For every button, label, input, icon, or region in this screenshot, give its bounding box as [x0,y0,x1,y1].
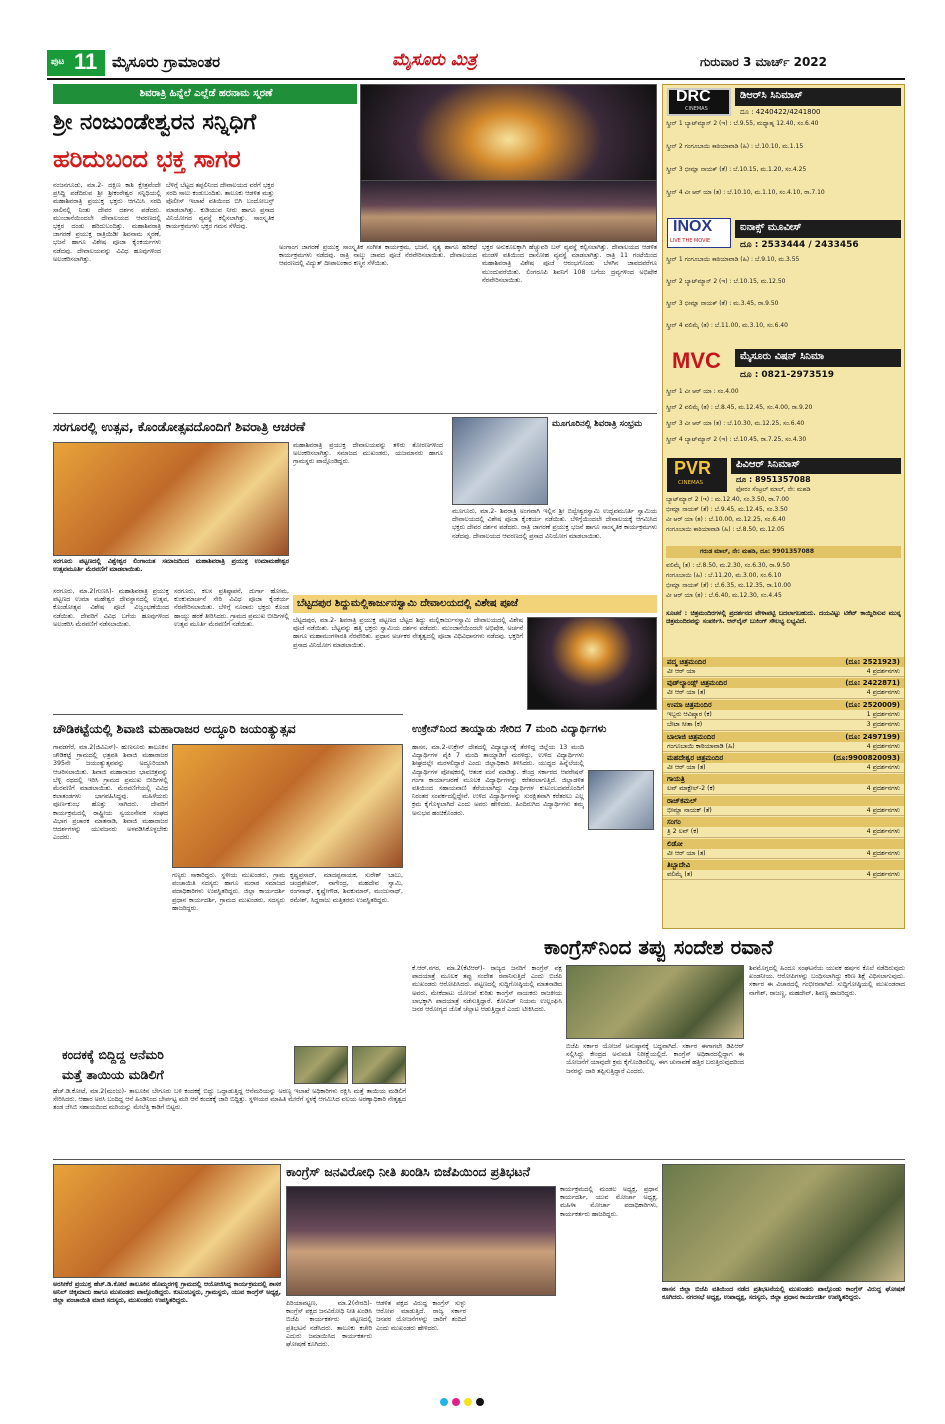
magenta-mark [452,1398,460,1406]
paper-name: ಮೈಸೂರು ಮಿತ್ರ [392,50,477,70]
pvr-row: ಬ್ಯಾಟ್‌ಮ್ಯಾನ್ 2 (ಇ) : ಮ.12.40, ಸಂ.3.50, ರಾ.7.00 [666,496,789,503]
press-meet-photo [566,965,744,1039]
pvr-row2: ವೀ ಆರ್ ಯಾ (ತ) : ಬೆ.6.40, ಮ.12.30, ಸಂ.4.45 [666,592,782,599]
bjp-body-1: ಪಿರಿಯಾಪಟ್ಟಣ, ಮಾ.2(ನೇರದಿ)- ಕಾಂಗ್ರೆಸ್ ಪಕ್ಷದ ಜನವಿರೋಧಿ ನೀತಿ ಖಂಡಿಸಿ ಬಿಜೆಪಿ ಕಾರ್ಯಕರ್ತರು ಪಟ್ಟಣದಲ್ಲಿ ಪ್ರತಿಭಟನೆ ನಡೆಸಿದರು. ತಾಲೂಕು ಕಚೇರಿ ಎದುರು ಜಮಾಯಿಸಿದ ಕಾರ್ಯಕರ್ತರು ಘೋಷಣೆ ಕೂಗಿದರು. [286,1300,372,1349]
theatre-name: ಲಿಡೋ [667,839,683,848]
utsava-headline: ಸರಗೂರಲ್ಲಿ ಉತ್ಸವ, ಕೊಂಡೋತ್ಸವದೊಂದಿಗೆ ಶಿವರಾತ್ರಿ ಆಚರಣೆ [53,419,306,434]
lingam-decoration-photo [452,417,548,505]
mvc-row: ಸ್ಕ್ರೀನ್ 4 ಬ್ಯಾಟ್‌ಮ್ಯಾನ್ 2 (ಇ) : ಬೆ.10.45, ರಾ.7.25, ಸಂ.4.30 [666,436,807,443]
inox-row: ಸ್ಕ್ರೀನ್ 4 ವಲಿಮೈ (ತ) : ಬೆ.11.00, ಮ.3.10, ಸಂ.6.40 [666,322,788,329]
congress-body-2: ಬಿಜೆಪಿ ಸರ್ಕಾರ ಯೋಜನೆ ಅನುಷ್ಠಾನಕ್ಕೆ ಬದ್ಧವಾಗಿದೆ. ಸರ್ಕಾರ ಈಗಾಗಲೇ ಡಿಪಿಆರ್ ಸಲ್ಲಿಸಿದ್ದು ಕೇಂದ್ರದ ಅನುಮತಿ ನಿರೀಕ್ಷೆಯಲ್ಲಿದೆ. ಕಾಂಗ್ರೆಸ್ ಅಧಿಕಾರದಲ್ಲಿದ್ದಾಗ ಈ ಯೋಜನೆಗೆ ಯಾವುದೇ ಕ್ರಮ ಕೈಗೊಂಡಿರಲಿಲ್ಲ. ಈಗ ಚುನಾವಣೆ ಹತ್ತಿರ ಬರುತ್ತಿರುವುದರಿಂದ ಜನರನ್ನು ದಾರಿ ತಪ್ಪಿಸುತ್ತಿದ್ದಾರೆ ಎಂದರು. [566,1043,744,1075]
cinema-note: ಸೂಚನೆ : ಚಿತ್ರಮಂದಿರಗಳಲ್ಲಿ ಪ್ರದರ್ಶನದ ವೇಳಾಪಟ್ಟಿ ಬದಲಾಗಬಹುದು. ದಯವಿಟ್ಟು ಟಿಕೆಟ್ ಕಾಯ್ದಿರಿಸುವ ಮುನ್ನ ಚಿತ್ರಮಂದಿರವನ್ನು ಸಂಪರ್ಕಿಸಿ. ಆನ್‌ಲೈನ್ ಬುಕಿಂಗ್ ಸೌಲಭ್ಯ ಲಭ್ಯವಿದೆ. [666,610,901,626]
theatre-name-row [663,796,904,806]
film-title: ವೀ ಆರ್ ಯಾ (ತ) [667,689,706,697]
theatre-show-row [663,742,904,752]
congress-body-3: ಶಿವಮೊಗ್ಗದಲ್ಲಿ ಹಿಂದೂ ಸಂಘಟನೆಯ ಯುವಕ ಹರ್ಷನ ಕೊಲೆ ನಡೆದಿರುವುದು ಖಂಡನೀಯ. ಆರೋಪಿಗಳನ್ನು ಬಂಧಿಸಲಾಗಿದ್ದು ಕಠಿಣ ಶಿಕ್ಷೆ ವಿಧಿಸಲಾಗುವುದು. ಸರ್ಕಾರ ಈ ವಿಚಾರದಲ್ಲಿ ಗಂಭೀರವಾಗಿದೆ. ಸುದ್ದಿಗೋಷ್ಠಿಯಲ್ಲಿ ಮುಖಂಡರಾದ ನಾಗೇಶ್, ರಾಜಣ್ಣ, ಮಹದೇವ್, ಶಿವಣ್ಣ ಹಾಜರಿದ್ದರು. [749,965,905,997]
section-name: ಮೈಸೂರು ಗ್ರಾಮಾಂತರ [112,53,221,71]
lead-kicker: ಶಿವರಾತ್ರಿ ಹಿನ್ನೆಲೆ ಎಲ್ಲೆಡೆ ಹರನಾಮ ಸ್ಮರಣೆ [139,88,273,99]
theatre-name-row [663,753,904,763]
mvc-phone: ದೂ : 0821-2973519 [740,370,835,380]
mvc-title: ಮೈಸೂರು ವಿಷನ್ ಸಿನಿಮಾ [740,351,825,362]
kandaka-headline-1: ಕಂದಕಕ್ಕೆ ಬಿದ್ದಿದ್ದ ಆನೆಮರಿ [62,1047,164,1062]
film-title: ಬೇಟಾ ಸೀತಾ (ಕ) [667,721,703,729]
theatre-name: ರಾಜ್‌ಕಮಲ್ [667,796,697,805]
pvr-logo: PVR [674,458,712,478]
masthead-rule [47,78,905,80]
film-title: ಲವ್ ಮಾಕ್ಟೇಲ್-2 (ಕ) [667,785,715,793]
inox-title: ಐನಾಕ್ಸ್ ಮೂವೀಸ್ [740,222,802,233]
inox-row: ಸ್ಕ್ರೀನ್ 2 ಬ್ಯಾಟ್‌ಮ್ಯಾನ್ 2 (ಇ) : ಬೆ.10.15, ಮ.12.50 [666,278,786,285]
inox-row: ಸ್ಕ್ರೀನ್ 3 ಭೀಮ್ಲಾ ನಾಯಕ್ (ತೆ) : ಮ.3.45, ರಾ.9.50 [666,300,779,307]
utsava-body-1: ಸರಗೂರು, ಮಾ.2(ಗುಣಸಿ)- ಮಹಾಶಿವರಾತ್ರಿ ಪ್ರಯುಕ್ತ ಪಟ್ಟಣದ ಉಮಾ ಮಹೇಶ್ವರ ದೇವಸ್ಥಾನದಲ್ಲಿ ಉತ್ಸವ, ಕೊಂಡೋತ್ಸವ ವಿಶೇಷ ಪೂಜೆ ವಿಜೃಂಭಣೆಯಿಂದ ನಡೆಯಿತು. ದೇವರಿಗೆ ವಿವಿಧ ಬಗೆಯ ಹೂವುಗಳಿಂದ ಅಲಂಕರಿಸಿ ಮೆರವಣಿಗೆ ನಡೆಸಲಾಯಿತು. [53,588,169,628]
show-count: 4 ಪ್ರದರ್ಶನಗಳು [866,689,900,697]
theatre-name: ಗಾಯತ್ರಿ [667,775,685,784]
show-count: 3 ಪ್ರದರ್ಶನಗಳು [866,721,900,729]
theatre-show-row [663,806,904,816]
register-marks [440,1398,530,1408]
theatre-name-row [663,774,904,784]
black-mark [476,1398,484,1406]
lead-headline-2: ಹರಿದುಬಂದ ಭಕ್ತ ಸಾಗರ [53,145,241,173]
theatre-name: ಉಮಾ ಚಿತ್ರಮಂದಿರ [667,700,712,709]
lead-body-col3: ಅಂಗಾಂಗ ಜಾಗರಣೆ ಪ್ರಯುಕ್ತ ಸಾಂಸ್ಕೃತಿಕ ಸಂಗೀತ ಕಾರ್ಯಕ್ರಮ, ಭಜನೆ, ನೃತ್ಯ ಹಾಗೂ ಹರಿಕಥೆ ಕಾರ್ಯಕ್ರಮಗಳು ನಡೆದವು. ರಾತ್ರಿ ನಾಲ್ಕು ಜಾವದ ಪೂಜೆ ನೆರವೇರಿಸಲಾಯಿತು. ದೇವಾಲಯದ ಆವರಣದಲ್ಲಿ ವಿದ್ಯುತ್ ದೀಪಾಲಂಕಾರ ಕಣ್ಮನ ಸೆಳೆಯಿತು. [279,244,477,268]
drc-row: ಸ್ಕ್ರೀನ್ 4 ವೀ ಆರ್ ಯಾ (ತ) : ಬೆ.10.10, ಮ.1.10, ಸಂ.4.10, ರಾ.7.10 [666,189,825,196]
official-portrait-photo [588,770,654,830]
show-count: 4 ಪ್ರದರ್ಶನಗಳು [866,871,900,879]
lead-body-col1: ನಂಜನಗೂಡು, ಮಾ.2- ದಕ್ಷಿಣ ಕಾಶಿ ಕ್ಷೇತ್ರವೆಂದೇ ಪ್ರಸಿದ್ಧಿ ಪಡೆದಿರುವ ಶ್ರೀ ಶ್ರೀಕಂಠೇಶ್ವರ ಸನ್ನಿಧಿಯಲ್ಲಿ ಮಹಾಶಿವರಾತ್ರಿ ಪ್ರಯುಕ್ತ ಭಕ್ತರು ಆಗಮಿಸಿ ಸರದಿ ಸಾಲಿನಲ್ಲಿ ನಿಂತು ದೇವರ ದರ್ಶನ ಪಡೆದರು. ಮುಂಜಾನೆಯಿಂದಲೇ ದೇವಾಲಯದ ಆವರಣದಲ್ಲಿ ಭಕ್ತರ ದಂಡು ಹರಿದುಬಂದಿತ್ತು. ಮಹಾಶಿವರಾತ್ರಿ ಜಾಗರಣೆ ಪ್ರಯುಕ್ತ ರಾತ್ರಿಯಿಡೀ ಶಿವನಾಮ ಸ್ಮರಣೆ, ಭಜನೆ ಹಾಗೂ ವಿಶೇಷ ಪೂಜಾ ಕೈಂಕರ್ಯಗಳು ನಡೆದವು. ದೇವಾಲಯವನ್ನು ವಿವಿಧ ಹೂವುಗಳಿಂದ ಅಲಂಕರಿಸಲಾಗಿತ್ತು. [53,182,161,263]
pvr-logo-sub: CINEMAS [678,480,704,486]
film-title: ಗಂಗೂಬಾಯಿ ಕಾಠಿಯಾವಾಡಿ (ಹಿ) [667,742,735,750]
page-label: ಪುಟ [51,57,65,67]
protest-photo [286,1186,556,1296]
theatre-name: ಮಹದೇಶ್ವರ ಚಿತ್ರಮಂದಿರ [667,754,724,763]
theatre-phone: (ದೂ: 2422871) [845,679,900,688]
lead-headline-1: ಶ್ರೀ ನಂಜುಂಡೇಶ್ವರನ ಸನ್ನಿಧಿಗೆ [53,110,257,135]
bjp-headline: ಕಾಂಗ್ರೆಸ್ ಜನವಿರೋಧಿ ನೀತಿ ಖಂಡಿಸಿ ಬಿಜೆಪಿಯಿಂದ ಪ್ರತಿಭಟನೆ [286,1164,530,1179]
theatre-name-row [663,657,904,667]
shivaji-body-1: ಗಾವಡಗೆರೆ, ಮಾ.2(ಜಿವಿಎಸ್)- ಹುಣಸೂರು ತಾಲೂಕಿನ ಚೌಡಿಕಟ್ಟೆ ಗ್ರಾಮದಲ್ಲಿ ಛತ್ರಪತಿ ಶಿವಾಜಿ ಮಹಾರಾಜರ 395ನೇ ಜಯಂತ್ಯುತ್ಸವವನ್ನು ಅದ್ಧೂರಿಯಾಗಿ ಆಚರಿಸಲಾಯಿತು. ಶಿವಾಜಿ ಮಹಾರಾಜರ ಭಾವಚಿತ್ರವನ್ನು ಬೆಳ್ಳಿ ರಥದಲ್ಲಿ ಇರಿಸಿ ಗ್ರಾಮದ ಪ್ರಮುಖ ಬೀದಿಗಳಲ್ಲಿ ಮೆರವಣಿಗೆ ಮಾಡಲಾಯಿತು. ಮೆರವಣಿಗೆಯಲ್ಲಿ ವಿವಿಧ ಕಲಾತಂಡಗಳು ಭಾಗವಹಿಸಿದ್ದವು. ಮಹಿಳೆಯರು ಪೂರ್ಣಕುಂಭ ಹೊತ್ತು ಸಾಗಿದರು. ದೇವರಿಗೆ ಕಾರ್ಯಕ್ರಮದಲ್ಲಿ ರಾಷ್ಟ್ರೀಯ ಸ್ವಯಂಸೇವಕ ಸಂಘದ ವಿಭಾಗ ಪ್ರಚಾರಕ ಮಾತನಾಡಿ, ಶಿವಾಜಿ ಮಹಾರಾಜರ ಆದರ್ಶಗಳನ್ನು ಯುವಜನರು ಅಳವಡಿಸಿಕೊಳ್ಳಬೇಕು ಎಂದರು. [53,744,168,842]
page-number: 11 [74,49,98,74]
elephant-rescue-photo-2 [352,1046,406,1084]
edition-date: ಗುರುವಾರ 3 ಮಾರ್ಚ್ 2022 [700,55,827,69]
film-title: ಇಬ್ಬರು ಆವಿಷ್ಕಾರ (ಕ) [667,710,712,718]
utsava-procession-photo [53,442,289,556]
pvr-phone: ದೂ : 8951357088 [736,475,811,484]
kandaka-headline-2: ಮತ್ತೆ ತಾಯಿಯ ಮಡಿಲಿಗೆ [62,1067,164,1082]
theatre-list [663,656,904,928]
pvr-address: ಫೋರಂ ಸೆಂಟ್ರಲ್ ಮಾಲ್, ನೇ: ಮಹಡಿ [736,486,811,493]
show-count: 4 ಪ್ರದರ್ಶನಗಳು [866,668,900,675]
theatre-phone: (ದೂ: 2520009) [845,700,900,709]
theatre-show-row [663,849,904,859]
theatre-show-row [663,784,904,794]
theatre-name-row [663,700,904,710]
betta-headline: ಬೆಟ್ಟದಪುರ ಶಿದ್ದುಮಲ್ಲಿಕಾರ್ಜುನಸ್ವಾಮಿ ದೇವಾಲಯದಲ್ಲಿ ವಿಶೇಷ ಪೂಜೆ [297,598,519,609]
theatre-name-row [663,678,904,688]
cyan-mark [440,1398,448,1406]
drc-logo: DRC [676,88,711,105]
show-count: 4 ಪ್ರದರ್ಶನಗಳು [866,849,900,857]
yellow-mark [464,1398,472,1406]
theatre-show-row [663,710,904,720]
film-title: ವೀ ಆರ್ ಯಾ [667,668,696,675]
theatre-show-row [663,720,904,730]
lead-body-col2: ಬೆಳಿಗ್ಗೆ ಬೆಟ್ಟದ ತಪ್ಪಲಿನಿಂದ ದೇವಾಲಯದ ವರೆಗೆ ಭಕ್ತರ ಸರದಿ ಸಾಲು ಕಂಡುಬಂದಿತು. ತಾಲೂಕು ಆಡಳಿತ ಮತ್ತು ಪೊಲೀಸ್ ಇಲಾಖೆ ವತಿಯಿಂದ ಬಿಗಿ ಬಂದೋಬಸ್ತ್ ಮಾಡಲಾಗಿತ್ತು. ಕುಡಿಯುವ ನೀರು ಹಾಗೂ ಪ್ರಸಾದ ವಿನಿಯೋಗದ ವ್ಯವಸ್ಥೆ ಕಲ್ಪಿಸಲಾಗಿತ್ತು. ಸಾಂಸ್ಕೃತಿಕ ಕಾರ್ಯಕ್ರಮಗಳು ಭಕ್ತರ ಗಮನ ಸೆಳೆದವು. [166,182,274,231]
utsava-body-2: ಸರಗೂರು, ಕಲಸ ಪ್ರತಿಷ್ಠಾಪನೆ, ದುರ್ಗಾ ಹೋಮ, ಕುಂಕುಮಾರ್ಚನೆ ಸೇರಿ ವಿವಿಧ ಪೂಜಾ ಕೈಂಕರ್ಯ ನೆರವೇರಿಸಲಾಯಿತು. ಬೆಳಿಗ್ಗೆ ನೂರಾರು ಭಕ್ತರು ಕೊಂಡ ಹಾಯ್ದು ಹರಕೆ ತೀರಿಸಿದರು. ಗ್ರಾಮದ ಪ್ರಮುಖ ಬೀದಿಗಳಲ್ಲಿ ಉತ್ಸವ ಮೂರ್ತಿ ಮೆರವಣಿಗೆ ನಡೆಯಿತು. [174,588,289,628]
show-count: 4 ಪ್ರದರ್ಶನಗಳು [866,806,900,814]
devotees-crowd-photo [360,180,657,242]
elephant-rescue-photo-1 [294,1046,348,1084]
sambhrama-headline: ಮೂಗೂರಿನಲ್ಲಿ ಶಿವರಾತ್ರಿ ಸಂಭ್ರಮ [552,419,643,429]
utsava-body-3: ಮಹಾಶಿವರಾತ್ರಿ ಪ್ರಯುಕ್ತ ದೇವಾಲಯವನ್ನು ತಳಿರು ತೋರಣಗಳಿಂದ ಅಲಂಕರಿಸಲಾಗಿತ್ತು. ಸಮಾಜದ ಮುಖಂಡರು, ಯಜಮಾನರು ಹಾಗೂ ಗ್ರಾಮಸ್ಥರು ಪಾಲ್ಗೊಂಡಿದ್ದರು. [293,442,443,466]
drc-logo-sub: CINEMAS [685,106,708,112]
drc-row: ಸ್ಕ್ರೀನ್ 1 ಬ್ಯಾಟ್‌ಮ್ಯಾನ್ 2 (ಇ) : ಬೆ.9.55, ಮಧ್ಯಾಹ್ನ 12.40, ಸಂ.6.40 [666,120,819,127]
show-count: 4 ಪ್ರದರ್ಶನಗಳು [866,764,900,772]
theatre-name: ಪದ್ಮ ಚಿತ್ರಮಂದಿರ [667,658,707,666]
film-title: ವೀ ಆರ್ ಯಾ (ತ) [667,764,706,772]
utsava-caption: ಸರಗೂರು ಪಟ್ಟಣದಲ್ಲಿ ವಿಶ್ವೇಶ್ವರ ಲಿಂಗಾಯತ ಸಮಾಜದಿಂದ ಮಹಾಶಿವರಾತ್ರಿ ಪ್ರಯುಕ್ತ ಉಮಾಮಹೇಶ್ವರ ಉತ್ಸವಮೂರ್ತಿ ಮೆರವಣಿಗೆ ಮಾಡಲಾಯಿತು. [53,558,289,574]
drc-row: ಸ್ಕ್ರೀನ್ 3 ಭೀಮ್ಲಾ ನಾಯಕ್ (ತೆ) : ಬೆ.10.15, ಮ.1.20, ಸಂ.4.25 [666,166,807,173]
show-count: 4 ಪ್ರದರ್ಶನಗಳು [866,785,900,793]
drc-row: ಸ್ಕ್ರೀನ್ 2 ಗಂಗೂಬಾಯಿ ಕಾಠಿಯಾವಾಡಿ (ಹಿ) : ಬೆ.10.10, ಮ.1.15 [666,143,804,150]
mvc-row: ಸ್ಕ್ರೀನ್ 2 ವಲಿಮೈ (ತ) : ಬೆ.8.45, ಮ.12.45, ಸಂ.4.00, ರಾ.9.20 [666,404,813,411]
hassan-protest-photo [662,1164,905,1282]
mvc-row: ಸ್ಕ್ರೀನ್ 3 ವೀ ಆರ್ ಯಾ (ತ) : ಬೆ.10.30, ಮ.12.25, ಸಂ.6.40 [666,420,805,427]
theatre-phone: (ದೂ:9900820093) [833,754,900,763]
pvr-row2: ವಲಿಮೈ (ತ) : ಬೆ.8.50, ಮ.2.30, ಸಂ.6.30, ರಾ.9.50 [666,562,790,569]
ukraine-body: ಹಾಸನ, ಮಾ.2-ಉಕ್ರೇನ್ ದೇಶದಲ್ಲಿ ವಿದ್ಯಾಭ್ಯಾಸಕ್ಕೆ ತೆರಳಿದ್ದ ಜಿಲ್ಲೆಯ 13 ಮಂದಿ ವಿದ್ಯಾರ್ಥಿಗಳ ಪೈಕಿ 7 ಮಂದಿ ತಾಯ್ನಾಡಿಗೆ ಮರಳಿದ್ದು, ಉಳಿದ ವಿದ್ಯಾರ್ಥಿಗಳು ಶೀಘ್ರದಲ್ಲೇ ಮರಳಲಿದ್ದಾರೆ ಎಂದು ಜಿಲ್ಲಾಧಿಕಾರಿ ತಿಳಿಸಿದರು. ಯುದ್ಧದ ಹಿನ್ನೆಲೆಯಲ್ಲಿ ವಿದ್ಯಾರ್ಥಿಗಳ ಪೋಷಕರಲ್ಲಿ ಆತಂಕ ಮನೆ ಮಾಡಿತ್ತು. ಕೇಂದ್ರ ಸರ್ಕಾರದ ಆಪರೇಷನ್ ಗಂಗಾ ಕಾರ್ಯಾಚರಣೆ ಮೂಲಕ ವಿದ್ಯಾರ್ಥಿಗಳನ್ನು ಕರೆತರಲಾಗುತ್ತಿದೆ. ಜಿಲ್ಲಾಡಳಿತ ವತಿಯಿಂದ ಸಹಾಯವಾಣಿ ತೆರೆಯಲಾಗಿದ್ದು ವಿದ್ಯಾರ್ಥಿಗಳ ಕುಟುಂಬದವರೊಂದಿಗೆ ನಿರಂತರ ಸಂಪರ್ಕದಲ್ಲಿದ್ದೇವೆ. ಉಳಿದ ವಿದ್ಯಾರ್ಥಿಗಳನ್ನು ಸುರಕ್ಷಿತವಾಗಿ ಕರೆತರಲು ಎಲ್ಲ ಕ್ರಮ ಕೈಗೊಳ್ಳಲಾಗಿದೆ ಎಂದು ಅವರು ಹೇಳಿದರು. ಹಿಂದಿರುಗಿದ ವಿದ್ಯಾರ್ಥಿಗಳು ತಮ್ಮ ಅನುಭವ ಹಂಚಿಕೊಂಡರು. [412,744,584,817]
film-title: ವಲಿಮೈ (ತ) [667,871,693,879]
shivaji-body-2: ಗಣ್ಯರು ಸಾಕಾರಿದ್ದರು. ಸ್ಥಳೀಯ ಮುಖಂಡರು, ಗ್ರಾಮ ಪಂಚಾಯಿತಿ ಸದಸ್ಯರು ಹಾಗೂ ಮರಾಠ ಸಮಾಜದ ಪದಾಧಿಕಾರಿಗಳು ಉಪಸ್ಥಿತರಿದ್ದರು. ಜಿಲ್ಲಾ ಕಾರ್ಯದರ್ಶಿ ಪ್ರಧಾನ ಕಾರ್ಯದರ್ಶಿ, ಗ್ರಾಮದ ಮುಖಂಡರು, ಸದಸ್ಯರು ಹಾಜರಿದ್ದರು. [172,872,285,912]
shivaji-celebration-photo [172,744,403,868]
pvr-mall-line: ಗರುಡ ಮಾಲ್, ನೇ: ಮಹಡಿ, ದೂ: 9901357088 [700,548,815,555]
congress-body-1: ಕೆ.ಆರ್.ನಗರ, ಮಾ.2(ಕೆಟಿಆರ್)- ರಾಜ್ಯದ ಜನರಿಗೆ ಕಾಂಗ್ರೆಸ್ ಪಕ್ಷ ಪಾದಯಾತ್ರೆ ಮೂಲಕ ತಪ್ಪು ಸಂದೇಶ ರವಾನಿಸುತ್ತಿದೆ ಎಂದು ಬಿಜೆಪಿ ಮುಖಂಡರು ಆರೋಪಿಸಿದರು. ಪಟ್ಟಣದಲ್ಲಿ ಸುದ್ದಿಗೋಷ್ಠಿಯಲ್ಲಿ ಮಾತನಾಡಿದ ಅವರು, ಮೇಕೆದಾಟು ಯೋಜನೆ ಕುರಿತು ಕಾಂಗ್ರೆಸ್ ನಾಯಕರು ರಾಜಕೀಯ ಲಾಭಕ್ಕಾಗಿ ಪಾದಯಾತ್ರೆ ನಡೆಸುತ್ತಿದ್ದಾರೆ. ಕೋವಿಡ್ ನಿಯಮ ಉಲ್ಲಂಘಿಸಿ ಜನರ ಆರೋಗ್ಯದ ಜೊತೆ ಚೆಲ್ಲಾಟ ಆಡುತ್ತಿದ್ದಾರೆ ಎಂದು ಟೀಕಿಸಿದರು. [412,965,562,1014]
pvr-row: ಗಂಗೂಬಾಯಿ ಕಾಠಿಯಾವಾಡಿ (ಹಿ) : ಬೆ.8.50, ಮ.12.05 [666,526,785,533]
drc-title: ಡಿಆರ್‌ಸಿ ಸಿನಿಮಾಸ್ [740,90,803,101]
theatre-name-row [663,817,904,827]
congress-headline: ಕಾಂಗ್ರೆಸ್‌ನಿಂದ ತಪ್ಪು ಸಂದೇಶ ರವಾನೆ [543,935,773,959]
theatre-show-row [663,667,904,677]
theatre-name: ಸಂಗಂ [667,818,681,827]
shivaji-rule [53,714,403,715]
film-title: ಭೀಮ್ಲಾ ನಾಯಕ್ (ತೆ) [667,806,712,814]
pvr-row: ವೀ ಆರ್ ಯಾ (ತ) : ಬೆ.10.00, ಮ.12.25, ಸಂ.6.40 [666,516,786,523]
betta-body: ಬೆಟ್ಟದಪುರ, ಮಾ.2- ಶಿವರಾತ್ರಿ ಪ್ರಯುಕ್ತ ಪಟ್ಟಣದ ಬೆಟ್ಟದ ಶಿದ್ದು ಮಲ್ಲಿಕಾರ್ಜುನಸ್ವಾಮಿ ದೇವಾಲಯದಲ್ಲಿ ವಿಶೇಷ ಪೂಜೆ ನಡೆಯಿತು. ಬೆಟ್ಟವನ್ನು ಹತ್ತಿ ಭಕ್ತರು ಸ್ವಾಮಿಯ ದರ್ಶನ ಪಡೆದರು. ಮುಂಜಾನೆಯಿಂದಲೇ ಅಭಿಷೇಕ, ಅರ್ಚನೆ ಹಾಗೂ ಮಹಾಮಂಗಳಾರತಿ ನೆರವೇರಿತು. ಪ್ರಧಾನ ಅರ್ಚಕರ ನೇತೃತ್ವದಲ್ಲಿ ಪೂಜಾ ವಿಧಿವಿಧಾನಗಳು ನಡೆದವು. ಭಕ್ತರಿಗೆ ಪ್ರಸಾದ ವಿನಿಯೋಗ ಮಾಡಲಾಯಿತು. [293,617,523,649]
lead-divider [53,413,657,414]
bjp-body-3: ಕಾರ್ಯಕ್ರಮದಲ್ಲಿ ಮಂಡಲ ಅಧ್ಯಕ್ಷ, ಪ್ರಧಾನ ಕಾರ್ಯದರ್ಶಿ, ಯುವ ಮೋರ್ಚಾ ಅಧ್ಯಕ್ಷ, ಮಹಿಳಾ ಮೋರ್ಚಾ ಪದಾಧಿಕಾರಿಗಳು, ಕಾರ್ಯಕರ್ತರು ಹಾಜರಿದ್ದರು. [560,1186,658,1218]
theatre-phone: (ದೂ: 2497199) [845,732,900,741]
ukraine-headline: ಉಕ್ರೇನ್‌ನಿಂದ ತಾಯ್ನಾಡು ಸೇರಿದ 7 ಮಂದಿ ವಿದ್ಯಾರ್ಥಿಗಳು [412,723,607,735]
pvr-title: ಪಿವಿಆರ್ ಸಿನಿಮಾಸ್ [736,459,800,470]
pvr-row: ಭೀಮ್ಲಾ ನಾಯಕ್ (ತೆ) : ಬೆ.9.45, ಮ.12.45, ಸಂ.3.50 [666,506,788,513]
bjp-rule [53,1159,905,1160]
theatre-show-row [663,688,904,698]
sambhrama-body: ಮೂಗೂರು, ಮಾ.2- ಶಿವರಾತ್ರಿ ಅಂಗವಾಗಿ ಇಲ್ಲಿನ ಶ್ರೀ ಬಿಲ್ವೇಶ್ವರಸ್ವಾಮಿ ಉದ್ಭವಮೂರ್ತಿ ಸ್ವಾಮಿಯ ದೇವಾಲಯದಲ್ಲಿ ವಿಶೇಷ ಪೂಜಾ ಕೈಂಕರ್ಯ ನಡೆಯಿತು. ಬೆಳಿಗ್ಗೆಯಿಂದಲೇ ದೇವಾಲಯಕ್ಕೆ ಆಗಮಿಸಿದ ಭಕ್ತರು ದೇವರ ದರ್ಶನ ಪಡೆದರು. ರಾತ್ರಿ ಜಾಗರಣೆ ಪ್ರಯುಕ್ತ ಭಜನೆ ಹಾಗೂ ಸಾಂಸ್ಕೃತಿಕ ಕಾರ್ಯಕ್ರಮಗಳು ನಡೆದವು. ದೇವಾಲಯದ ಆವರಣದಲ್ಲಿ ಪ್ರಸಾದ ವಿನಿಯೋಗ ಮಾಡಲಾಯಿತು. [452,508,657,540]
bjp-right-caption: ಹಾಸನ ಜಿಲ್ಲಾ ಬಿಜೆಪಿ ವತಿಯಿಂದ ನಡೆದ ಪ್ರತಿಭಟನೆಯಲ್ಲಿ ಮುಖಂಡರು ಪಾಲ್ಗೊಂಡು ಕಾಂಗ್ರೆಸ್ ವಿರುದ್ಧ ಘೋಷಣೆ ಕೂಗಿದರು. ನಗರಸಭೆ ಅಧ್ಯಕ್ಷ, ಉಪಾಧ್ಯಕ್ಷ, ಸದಸ್ಯರು, ಜಿಲ್ಲಾ ಪ್ರಧಾನ ಕಾರ್ಯದರ್ಶಿ ಉಪಸ್ಥಿತರಿದ್ದರು. [662,1286,905,1302]
bjp-left-caption: ಅರಸೀಕೆರೆ ಪ್ರಯುಕ್ತ ಹೆಚ್.ಡಿ.ಕೋಟೆ ತಾಲೂಕಿನ ಹೊಮ್ಮರಗಳ್ಳಿ ಗ್ರಾಮದಲ್ಲಿ ಆಯೋಜಿಸಿದ್ದ ಕಾರ್ಯಕ್ರಮದಲ್ಲಿ ಶಾಸಕ ಅನಿಲ್ ಚಿಕ್ಕಮಾದು ಹಾಗೂ ಮುಖಂಡರು ಪಾಲ್ಗೊಂಡಿದ್ದರು. ಕುಟುಂಬಸ್ಥರು, ಗ್ರಾಮಸ್ಥರು, ಯುವ ಕಾಂಗ್ರೆಸ್ ಅಧ್ಯಕ್ಷ, ಜಿಲ್ಲಾ ಪಂಚಾಯಿತಿ ಮಾಜಿ ಸದಸ್ಯರು, ಮುಖಂಡರು ಉಪಸ್ಥಿತರಿದ್ದರು. [53,1281,281,1305]
kandaka-body: ಹೆಚ್.ಡಿ.ಕೋಟೆ, ಮಾ.2(ಮಂಜು)- ತಾಲೂಕಿನ ಬೇಗೂರು ಬಳಿ ಕಂದಕಕ್ಕೆ ಬಿದ್ದು ಒದ್ದಾಡುತ್ತಿದ್ದ ಆನೆಮರಿಯನ್ನು ಅರಣ್ಯ ಇಲಾಖೆ ಅಧಿಕಾರಿಗಳು ರಕ್ಷಿಸಿ ಮತ್ತೆ ತಾಯಿಯ ಮಡಿಲಿಗೆ ಸೇರಿಸಿದರು. ಆಹಾರ ಅರಸಿ ಬಂದಿದ್ದ ಆನೆ ಹಿಂಡಿನಿಂದ ಬೇರ್ಪಟ್ಟ ಮರಿ ಆನೆ ಕಂದಕಕ್ಕೆ ಜಾರಿ ಬಿದ್ದಿತ್ತು. ಸ್ಥಳೀಯರ ಮಾಹಿತಿ ಮೇರೆಗೆ ಸ್ಥಳಕ್ಕೆ ಆಗಮಿಸಿದ ವಲಯ ಅರಣ್ಯಾಧಿಕಾರಿ ನೇತೃತ್ವದ ತಂಡ ಜೆಸಿಬಿ ಸಹಾಯದಿಂದ ಮರಿಯನ್ನು ಮೇಲೆತ್ತಿ ಕಾಡಿಗೆ ಬಿಟ್ಟರು. [53,1088,406,1112]
inox-logo-sub: LIVE THE MOVIE [670,238,711,244]
theatre-phone: (ದೂ: 2521923) [845,658,900,666]
mvc-row: ಸ್ಕ್ರೀನ್ 1 ವೀ ಆರ್ ಯಾ : ಸಂ.4.00 [666,388,739,395]
bjp-body-2: ಆಡಳಿತ ಪಕ್ಷದ ವಿರುದ್ಧ ಕಾಂಗ್ರೆಸ್ ಸುಳ್ಳು ಆರೋಪ ಮಾಡುತ್ತಿದೆ. ರಾಜ್ಯ ಸರ್ಕಾರ ಜನಪರ ಯೋಜನೆಗಳನ್ನು ಜಾರಿಗೆ ತಂದಿದೆ ಎಂದು ಮುಖಂಡರು ಹೇಳಿದರು. [376,1300,466,1332]
inox-row: ಸ್ಕ್ರೀನ್ 1 ಗಂಗೂಬಾಯಿ ಕಾಠಿಯಾವಾಡಿ (ಹಿ) : ಬೆ.9.10, ಮ.3.55 [666,256,800,263]
show-count: 4 ಪ್ರದರ್ಶನಗಳು [866,828,900,836]
shivaji-headline: ಚೌಡಿಕಟ್ಟೆಯಲ್ಲಿ ಶಿವಾಜಿ ಮಹಾರಾಜರ ಅದ್ಧೂರಿ ಜಯಂತ್ಯುತ್ಸವ [53,721,296,736]
theatre-name-row [663,839,904,849]
show-count: 1 ಪ್ರದರ್ಶನಗಳು [866,710,900,718]
theatre-show-row [663,870,904,880]
theatre-show-row [663,763,904,773]
mvc-logo: MVC [672,348,721,373]
theatre-name: ಬಾಲಾಜಿ ಚಿತ್ರಮಂದಿರ [667,732,716,741]
theatre-show-row [663,827,904,837]
betta-temple-photo [527,617,657,710]
inox-logo: INOX [673,218,713,235]
theatre-name: ವುಡ್‌ಲ್ಯಾಂಡ್ಸ್ ಚಿತ್ರಮಂದಿರ [667,679,728,688]
inox-phone: ದೂ : 2533444 / 2433456 [740,240,859,250]
film-title: ತ್ರಿ 2 ಲವ್ (ಕ) [667,828,699,836]
lead-body-col4: ಭಕ್ತರ ಅನುಕೂಲಕ್ಕಾಗಿ ಹೆಚ್ಚುವರಿ ಬಸ್ ವ್ಯವಸ್ಥೆ ಕಲ್ಪಿಸಲಾಗಿತ್ತು. ದೇವಾಲಯದ ಆಡಳಿತ ಮಂಡಳಿ ವತಿಯಿಂದ ದಾಸೋಹ ವ್ಯವಸ್ಥೆ ಮಾಡಲಾಗಿತ್ತು. ರಾತ್ರಿ 11 ಗಂಟೆಯಿಂದ ಮಹಾಶಿವರಾತ್ರಿ ವಿಶೇಷ ಪೂಜೆ ಆರಂಭಗೊಂಡು ಬೆಳಗಿನ ಜಾವದವರೆಗೂ ಮುಂದುವರೆಯಿತು. ಲಿಂಗರೂಪಿ ಶಿವನಿಗೆ 108 ಬಗೆಯ ದ್ರವ್ಯಗಳಿಂದ ಅಭಿಷೇಕ ನೆರವೇರಿಸಲಾಯಿತು. [482,244,657,284]
pvr-row2: ಗಂಗೂಬಾಯಿ (ಹಿ) : ಬೆ.11.20, ಮ.3.00, ಸಂ.6.10 [666,572,782,579]
show-count: 4 ಪ್ರದರ್ಶನಗಳು [866,742,900,750]
film-title: ವೀ ಆರ್ ಯಾ (ತ) [667,849,706,857]
shivaji-body-3: ಕೃಷ್ಣಪ್ರಸಾದ್, ಮಾದಪ್ಪನಾಯಕ, ಸುರೇಶ್ ಬಾಬು, ಚಂದ್ರಶೇಖರ್, ನಾಗೇಂದ್ರ, ಮಹದೇವ ಸ್ವಾಮಿ, ರಂಗನಾಥ್, ಕೃಷ್ಣೇಗೌಡ, ಶಿವಕುಮಾರ್, ಮಂಜುನಾಥ್, ರಮೇಶ್, ಸಿದ್ದರಾಜು ಮತ್ತಿತರರು ಉಪಸ್ಥಿತರಿದ್ದರು. [290,872,403,904]
pvr-row2: ಭೀಮ್ಲಾ ನಾಯಕ್ (ತೆ) : ಬೆ.6.35, ಮ.12.35, ರಾ.10.00 [666,582,791,589]
drc-phone: ದೂ : 4240422/4241800 [740,108,821,116]
theatre-name-row [663,732,904,742]
theatre-name-row [663,860,904,870]
theatre-name: ತಿಬ್ಬಾದೇವಿ [667,861,691,870]
function-photo [53,1164,281,1278]
